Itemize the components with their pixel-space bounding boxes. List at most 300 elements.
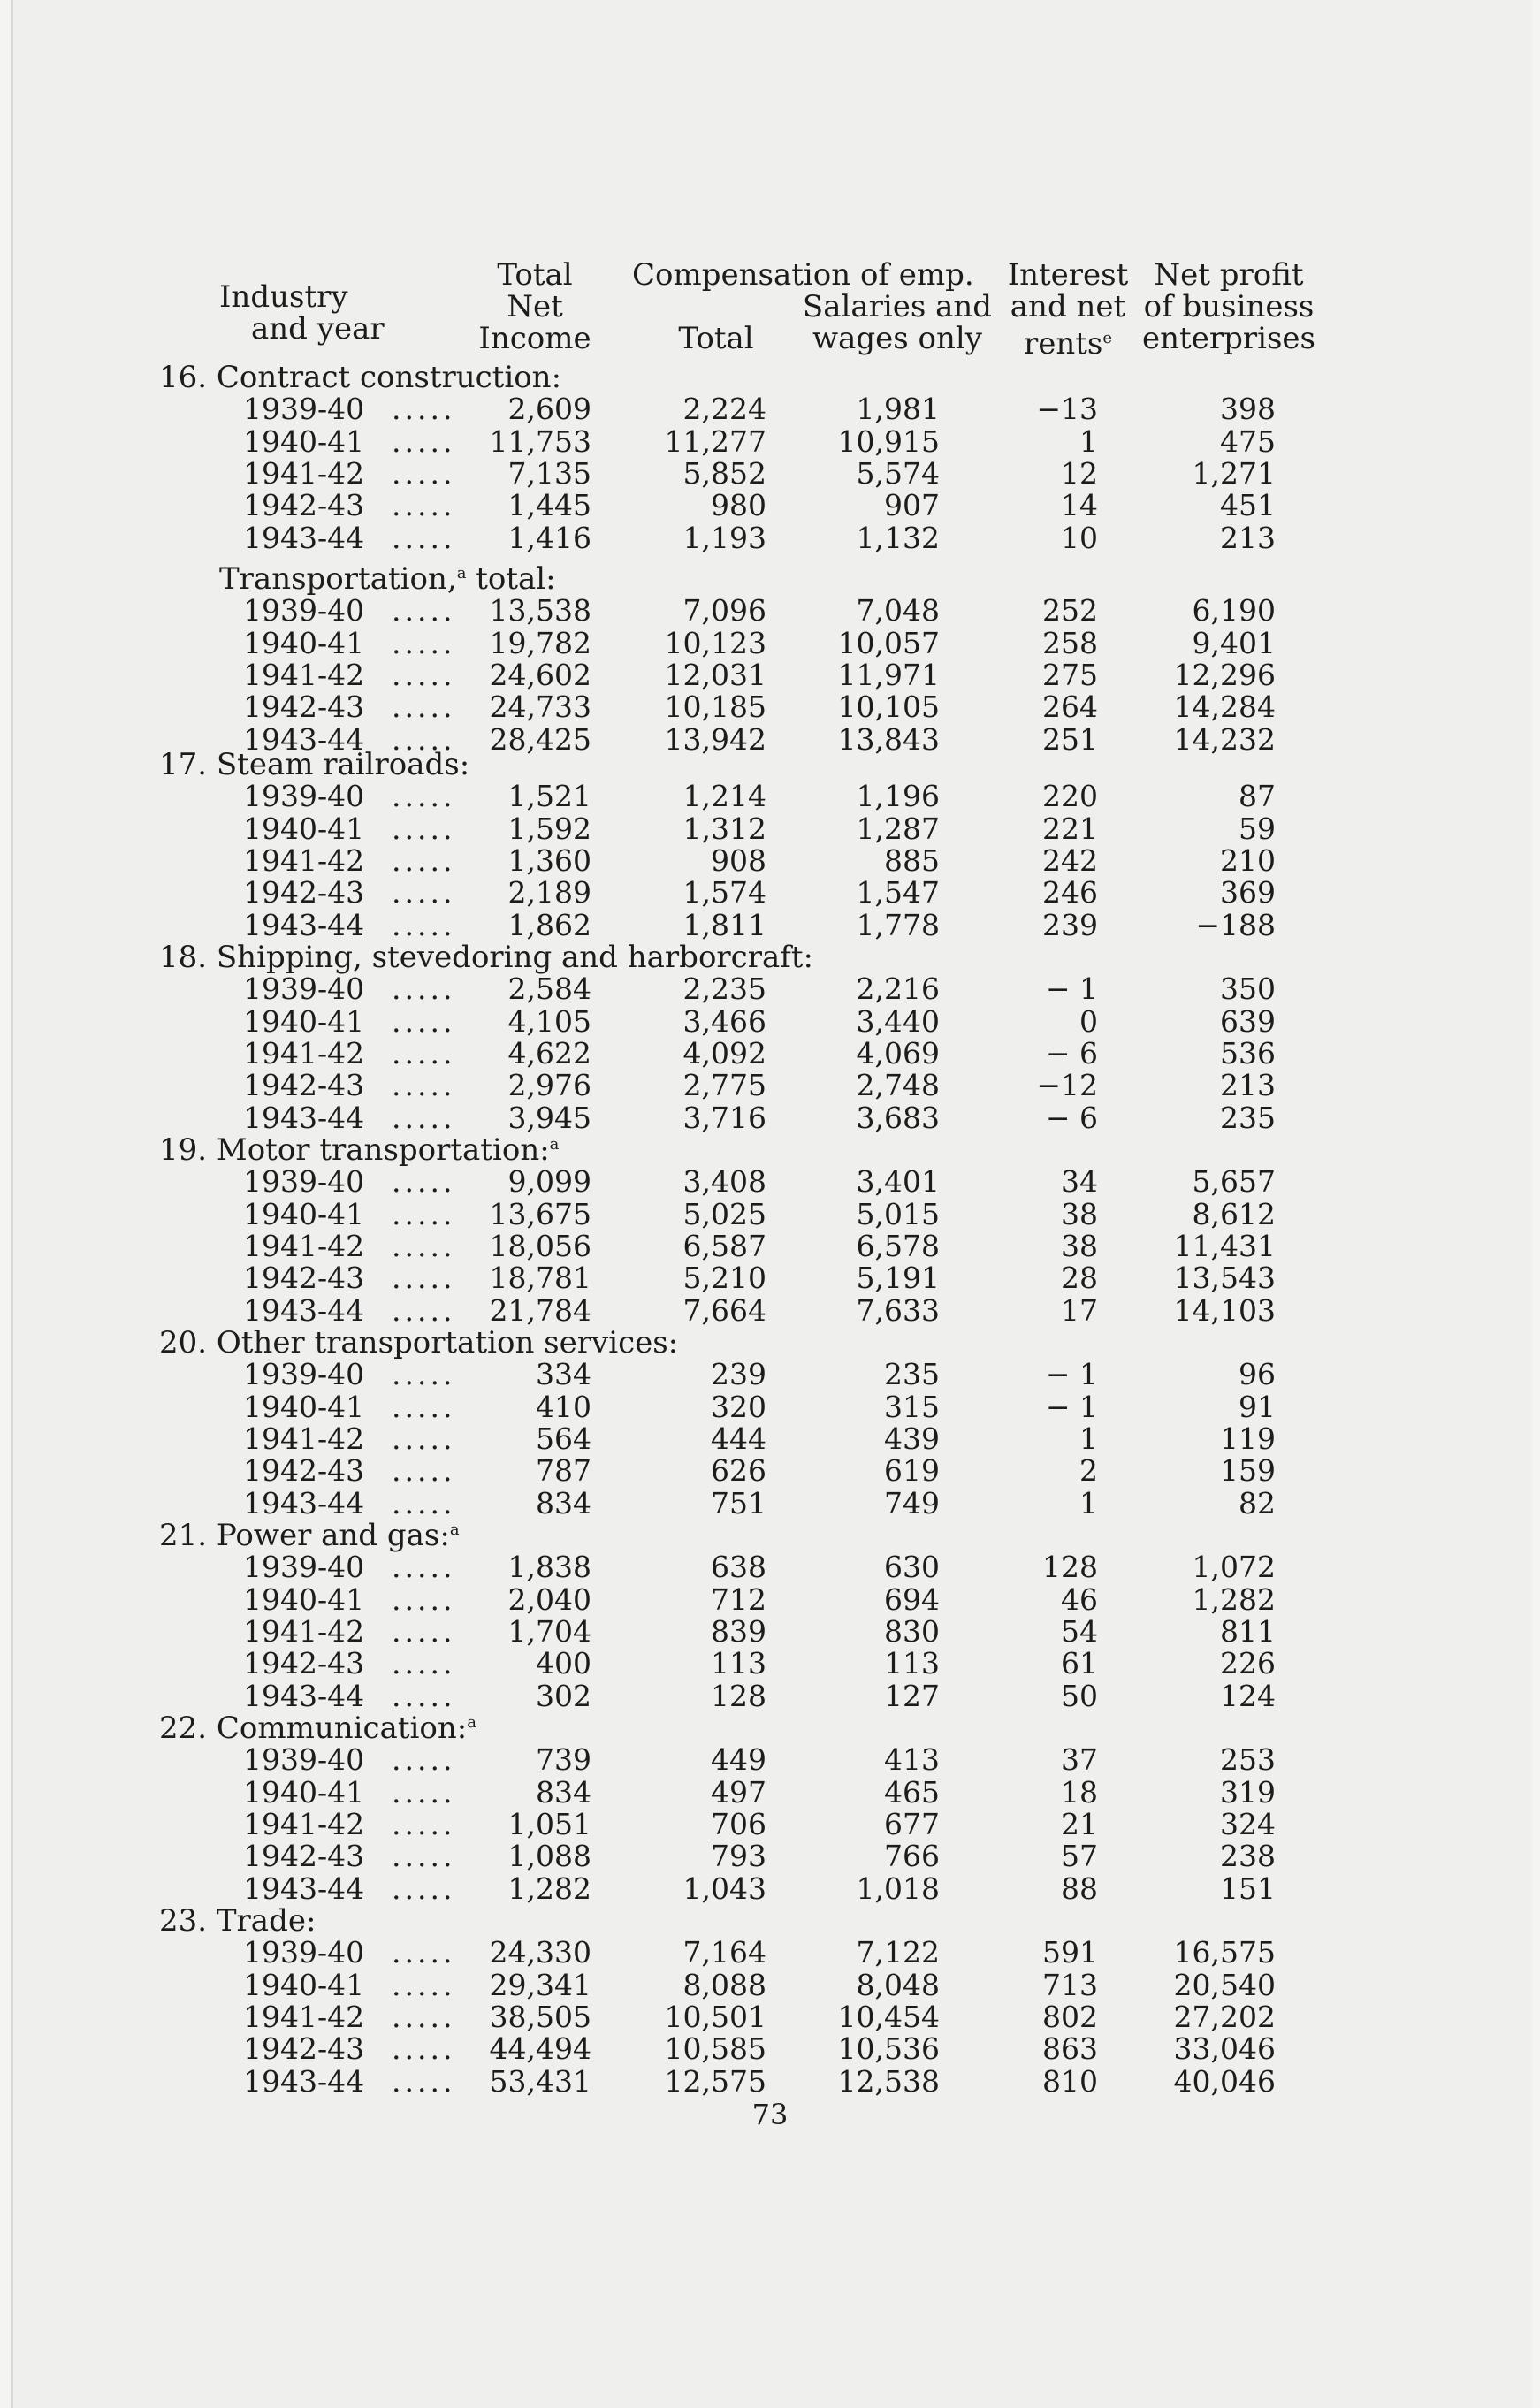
interest-cell: 1 [1079,1485,1098,1520]
comp-total-cell: 706 [711,1806,766,1841]
interest-cell: 1 [1079,1421,1098,1456]
interest-cell: − 1 [1045,972,1098,1007]
interest-cell: 0 [1079,1003,1098,1039]
salaries-cell: 619 [884,1453,940,1489]
interest-cell: 54 [1061,1613,1098,1649]
salaries-cell: 677 [884,1806,940,1841]
header-profit-line2: of business [1143,289,1315,324]
net-profit-cell: 40,046 [1173,2063,1276,2099]
year-cell: 1942-43 [243,1453,365,1489]
leader-dots: ..... [392,1646,456,1681]
net-profit-cell: 96 [1239,1357,1276,1392]
section-title [159,940,813,975]
interest-cell: 46 [1061,1581,1098,1617]
salaries-cell: 10,105 [837,690,940,725]
net-profit-cell: 210 [1220,842,1276,878]
net-profit-cell: 398 [1220,392,1276,427]
net-income-cell: 21,784 [489,1292,591,1328]
table-row [0,658,1540,690]
header-total-net-income [473,259,597,354]
leader-dots: ..... [392,779,456,814]
salaries-cell: 1,547 [856,875,940,911]
header-industry-line2: and year [251,311,385,347]
header-tni-line2: Net [507,289,563,324]
comp-total-cell: 10,185 [664,690,766,725]
table-row [0,1164,1540,1200]
header-interest-line1: Interest [1007,257,1129,293]
net-profit-cell: 5,657 [1192,1164,1276,1200]
year-cell: 1939-40 [243,392,365,427]
leader-dots: ..... [392,1742,456,1778]
interest-cell: 242 [1042,842,1098,878]
net-income-cell: 1,862 [507,907,591,942]
interest-cell: 591 [1042,1935,1098,1970]
net-profit-cell: 119 [1220,1421,1276,1456]
comp-total-cell: 8,088 [682,1967,766,2002]
table-row [0,1968,1540,2000]
table-row [0,1035,1540,1071]
header-net-profit [1140,259,1317,354]
comp-total-cell: 6,587 [682,1228,766,1263]
net-profit-cell: 350 [1220,972,1276,1007]
net-income-cell: 3,945 [507,1100,591,1135]
salaries-cell: 127 [884,1678,940,1713]
salaries-cell: 3,440 [856,1003,940,1039]
net-income-cell: 2,976 [507,1068,591,1103]
net-profit-cell: 319 [1220,1774,1276,1810]
comp-total-cell: 839 [711,1613,766,1649]
table-row [0,1807,1540,1839]
year-cell: 1941-42 [243,1613,365,1649]
interest-cell: 1 [1079,423,1098,459]
interest-cell: 34 [1061,1164,1098,1200]
net-profit-cell: 369 [1220,875,1276,911]
leader-dots: ..... [392,1839,456,1874]
net-income-cell: 1,704 [507,1613,591,1649]
table-row [0,1421,1540,1456]
table-row [0,1774,1540,1810]
section-title-text: 18. Shipping, stevedoring and harborcraft: [159,940,813,975]
interest-cell: 221 [1042,811,1098,846]
net-profit-cell: 324 [1220,1806,1276,1841]
year-cell: 1939-40 [243,593,365,629]
year-cell: 1939-40 [243,1742,365,1778]
interest-cell: 28 [1061,1261,1098,1296]
salaries-cell: 7,048 [856,593,940,629]
section-title [219,561,556,597]
year-cell: 1939-40 [243,1935,365,1970]
net-income-cell: 29,341 [489,1967,591,2002]
net-profit-cell: 213 [1220,1068,1276,1103]
salaries-cell: 3,683 [856,1100,940,1135]
footnote-a-marker: a [549,1135,560,1154]
comp-total-cell: 5,210 [682,1261,766,1296]
net-income-cell: 24,330 [489,1935,591,1970]
section-title-text: 23. Trade: [159,1903,316,1939]
salaries-cell: 10,454 [837,1999,940,2034]
year-cell: 1943-44 [243,1485,365,1520]
net-profit-cell: 159 [1220,1453,1276,1489]
year-cell: 1942-43 [243,875,365,911]
salaries-cell: 465 [884,1774,940,1810]
interest-cell: 21 [1061,1806,1098,1841]
leader-dots: ..... [392,423,456,459]
section-title-text: 19. Motor transportation: [159,1132,550,1168]
year-cell: 1943-44 [243,1292,365,1328]
comp-total-cell: 1,312 [682,811,766,846]
year-cell: 1942-43 [243,1261,365,1296]
comp-total-cell: 1,043 [682,1871,766,1906]
comp-total-cell: 908 [711,842,766,878]
table-row [0,690,1540,725]
net-income-cell: 53,431 [489,2063,591,2099]
interest-cell: 18 [1061,1774,1098,1810]
net-income-cell: 834 [536,1485,591,1520]
comp-total-cell: 497 [711,1774,766,1810]
leader-dots: ..... [392,1774,456,1810]
salaries-cell: 3,401 [856,1164,940,1200]
net-income-cell: 334 [536,1357,591,1392]
year-cell: 1939-40 [243,972,365,1007]
table-row [0,1003,1540,1039]
salaries-cell: 6,578 [856,1228,940,1263]
year-cell: 1942-43 [243,2031,365,2067]
net-profit-cell: 13,543 [1173,1261,1276,1296]
table-row [0,626,1540,658]
leader-dots: ..... [392,1261,456,1296]
net-profit-cell: 27,202 [1173,1999,1276,2034]
salaries-cell: 830 [884,1613,940,1649]
interest-cell: − 1 [1045,1389,1098,1424]
section-title-text: Transportation, [219,561,457,597]
leader-dots: ..... [392,488,456,523]
comp-total-cell: 7,664 [682,1292,766,1328]
table-row [0,1935,1540,1970]
leader-dots: ..... [392,1228,456,1263]
salaries-cell: 10,057 [837,625,940,660]
table-row [0,1679,1540,1711]
table-row [0,875,1540,911]
year-cell: 1940-41 [243,1196,365,1231]
net-income-cell: 44,494 [489,2031,591,2067]
leader-dots: ..... [392,907,456,942]
salaries-cell: 1,018 [856,1871,940,1906]
salaries-cell: 907 [884,488,940,523]
net-income-cell: 11,753 [489,423,591,459]
comp-total-cell: 11,277 [664,423,766,459]
year-cell: 1940-41 [243,811,365,846]
net-income-cell: 1,521 [507,779,591,814]
interest-cell: 258 [1042,625,1098,660]
header-interest-line2: and net [1010,289,1126,324]
header-industry-line1: Industry [219,279,348,315]
interest-cell: − 6 [1045,1100,1098,1135]
net-profit-cell: 451 [1220,488,1276,523]
net-profit-cell: 91 [1239,1389,1276,1424]
table-row [0,1197,1540,1229]
comp-total-cell: 12,031 [664,657,766,692]
net-income-cell: 2,609 [507,392,591,427]
net-income-cell: 410 [536,1389,591,1424]
net-profit-cell: 253 [1220,1742,1276,1778]
net-income-cell: 7,135 [507,455,591,491]
table-row [0,2031,1540,2067]
comp-total-cell: 10,123 [664,625,766,660]
interest-cell: 239 [1042,907,1098,942]
table-row [0,392,1540,427]
salaries-cell: 749 [884,1485,940,1520]
comp-total-cell: 449 [711,1742,766,1778]
net-income-cell: 2,584 [507,972,591,1007]
salaries-cell: 5,015 [856,1196,940,1231]
salaries-cell: 12,538 [837,2063,940,2099]
net-income-cell: 1,051 [507,1806,591,1841]
interest-cell: 252 [1042,593,1098,629]
comp-total-cell: 5,852 [682,455,766,491]
net-profit-cell: 9,401 [1192,625,1276,660]
year-cell: 1939-40 [243,1550,365,1585]
net-income-cell: 9,099 [507,1164,591,1200]
salaries-cell: 7,122 [856,1935,940,1970]
table-row [0,1261,1540,1296]
leader-dots: ..... [392,1871,456,1906]
table-row [0,1357,1540,1392]
salaries-cell: 885 [884,842,940,878]
year-cell: 1943-44 [243,520,365,555]
leader-dots: ..... [392,1550,456,1585]
interest-cell: 12 [1061,455,1098,491]
interest-cell: 61 [1061,1646,1098,1681]
net-profit-cell: 238 [1220,1839,1276,1874]
net-profit-cell: 235 [1220,1100,1276,1135]
net-profit-cell: −188 [1195,907,1276,942]
comp-total-cell: 5,025 [682,1196,766,1231]
interest-cell: −13 [1036,392,1098,427]
table-row [0,1999,1540,2034]
interest-cell: 57 [1061,1839,1098,1874]
year-cell: 1939-40 [243,779,365,814]
net-income-cell: 1,445 [507,488,591,523]
leader-dots: ..... [392,972,456,1007]
salaries-cell: 1,287 [856,811,940,846]
year-cell: 1939-40 [243,1164,365,1200]
year-cell: 1941-42 [243,657,365,692]
leader-dots: ..... [392,1003,456,1039]
leader-dots: ..... [392,875,456,911]
comp-total-cell: 2,235 [682,972,766,1007]
net-income-cell: 302 [536,1678,591,1713]
net-profit-cell: 11,431 [1173,1228,1276,1263]
leader-dots: ..... [392,2031,456,2067]
net-profit-cell: 475 [1220,423,1276,459]
section-title-text: 20. Other transportation services: [159,1325,679,1360]
salaries-cell: 5,191 [856,1261,940,1296]
interest-cell: 2 [1079,1453,1098,1489]
footnote-a-marker: a [449,1520,460,1539]
year-cell: 1942-43 [243,1646,365,1681]
section-title [159,1903,316,1939]
table-row [0,811,1540,846]
salaries-cell: 2,748 [856,1068,940,1103]
leader-dots: ..... [392,690,456,725]
year-cell: 1939-40 [243,1357,365,1392]
leader-dots: ..... [392,1678,456,1713]
footnote-a-marker: a [456,564,467,583]
salaries-cell: 694 [884,1581,940,1617]
net-profit-cell: 811 [1220,1613,1276,1649]
section-title-rest: total: [466,561,556,597]
salaries-cell: 315 [884,1389,940,1424]
interest-cell: 802 [1042,1999,1098,2034]
year-cell: 1940-41 [243,625,365,660]
header-salaries-line2: wages only [812,321,982,356]
net-profit-cell: 14,232 [1173,721,1276,757]
interest-cell: 50 [1061,1678,1098,1713]
leader-dots: ..... [392,1357,456,1392]
leader-dots: ..... [392,1967,456,2002]
interest-cell: − 1 [1045,1357,1098,1392]
table-row [0,488,1540,523]
leader-dots: ..... [392,1453,456,1489]
leader-dots: ..... [392,392,456,427]
interest-cell: 17 [1061,1292,1098,1328]
comp-total-cell: 2,224 [682,392,766,427]
net-income-cell: 834 [536,1774,591,1810]
interest-cell: 810 [1042,2063,1098,2099]
header-interest [1002,259,1134,360]
table-row [0,1100,1540,1135]
section-title [159,1325,678,1360]
section-title [159,360,561,395]
net-income-cell: 1,592 [507,811,591,846]
table-row [0,1550,1540,1585]
year-cell: 1943-44 [243,721,365,757]
salaries-cell: 1,778 [856,907,940,942]
header-compensation-label: Compensation of emp. [632,257,974,293]
net-profit-cell: 226 [1220,1646,1276,1681]
comp-total-cell: 2,775 [682,1068,766,1103]
leader-dots: ..... [392,1581,456,1617]
salaries-cell: 413 [884,1742,940,1778]
table-row [0,1068,1540,1103]
section-title [159,747,469,782]
year-cell: 1943-44 [243,2063,365,2099]
section-title-text: 16. Contract construction: [159,360,562,395]
net-profit-cell: 12,296 [1173,657,1276,692]
leader-dots: ..... [392,625,456,660]
interest-cell: 246 [1042,875,1098,911]
leader-dots: ..... [392,1806,456,1841]
header-industry [219,281,385,345]
table-row [0,1453,1540,1489]
leader-dots: ..... [392,842,456,878]
interest-cell: 37 [1061,1742,1098,1778]
page-number: 73 [751,2098,789,2131]
year-cell: 1943-44 [243,1100,365,1135]
comp-total-cell: 793 [711,1839,766,1874]
interest-cell: 275 [1042,657,1098,692]
table-row [0,1613,1540,1649]
leader-dots: ..... [392,2063,456,2099]
comp-total-cell: 4,092 [682,1035,766,1071]
salaries-cell: 2,216 [856,972,940,1007]
leader-dots: ..... [392,520,456,555]
net-income-cell: 18,781 [489,1261,591,1296]
year-cell: 1942-43 [243,488,365,523]
section-title [159,1518,460,1553]
leader-dots: ..... [392,721,456,757]
year-cell: 1941-42 [243,455,365,491]
comp-total-cell: 239 [711,1357,766,1392]
leader-dots: ..... [392,811,456,846]
leader-dots: ..... [392,1613,456,1649]
comp-total-cell: 10,501 [664,1999,766,2034]
interest-cell: 10 [1061,520,1098,555]
year-cell: 1943-44 [243,907,365,942]
leader-dots: ..... [392,455,456,491]
table-row [0,1581,1540,1617]
leader-dots: ..... [392,1035,456,1071]
leader-dots: ..... [392,657,456,692]
interest-cell: − 6 [1045,1035,1098,1071]
net-income-cell: 18,056 [489,1228,591,1263]
net-profit-cell: 14,103 [1173,1292,1276,1328]
comp-total-cell: 1,574 [682,875,766,911]
header-compensation [632,259,974,291]
interest-cell: 38 [1061,1228,1098,1263]
comp-total-cell: 10,585 [664,2031,766,2067]
leader-dots: ..... [392,1292,456,1328]
salaries-cell: 4,069 [856,1035,940,1071]
header-profit-line1: Net profit [1154,257,1304,293]
comp-total-cell: 320 [711,1389,766,1424]
table-row [0,1839,1540,1874]
header-interest-line3: rents$^e$ [1023,326,1113,362]
net-profit-cell: 213 [1220,520,1276,555]
salaries-cell: 11,971 [837,657,940,692]
salaries-cell: 113 [884,1646,940,1681]
year-cell: 1940-41 [243,1774,365,1810]
table-row [0,842,1540,878]
year-cell: 1941-42 [243,1035,365,1071]
net-profit-cell: 6,190 [1192,593,1276,629]
leader-dots: ..... [392,1196,456,1231]
leader-dots: ..... [392,1164,456,1200]
comp-total-cell: 444 [711,1421,766,1456]
header-salaries-line1: Salaries and [802,289,993,324]
section-title-text: 17. Steam railroads: [159,747,470,782]
year-cell: 1943-44 [243,1871,365,1906]
salaries-cell: 1,132 [856,520,940,555]
year-cell: 1943-44 [243,1678,365,1713]
header-salaries [800,291,995,354]
table-row [0,1292,1540,1328]
net-income-cell: 24,602 [489,657,591,692]
header-profit-line3: enterprises [1142,321,1315,356]
section-title [159,1711,476,1746]
table-row [0,1871,1540,1906]
interest-cell: 128 [1042,1550,1098,1585]
net-income-cell: 19,782 [489,625,591,660]
comp-total-cell: 12,575 [664,2063,766,2099]
net-income-cell: 24,733 [489,690,591,725]
net-income-cell: 4,622 [507,1035,591,1071]
comp-total-cell: 751 [711,1485,766,1520]
year-cell: 1940-41 [243,1389,365,1424]
comp-total-cell: 980 [711,488,766,523]
leader-dots: ..... [392,593,456,629]
leader-dots: ..... [392,1100,456,1135]
